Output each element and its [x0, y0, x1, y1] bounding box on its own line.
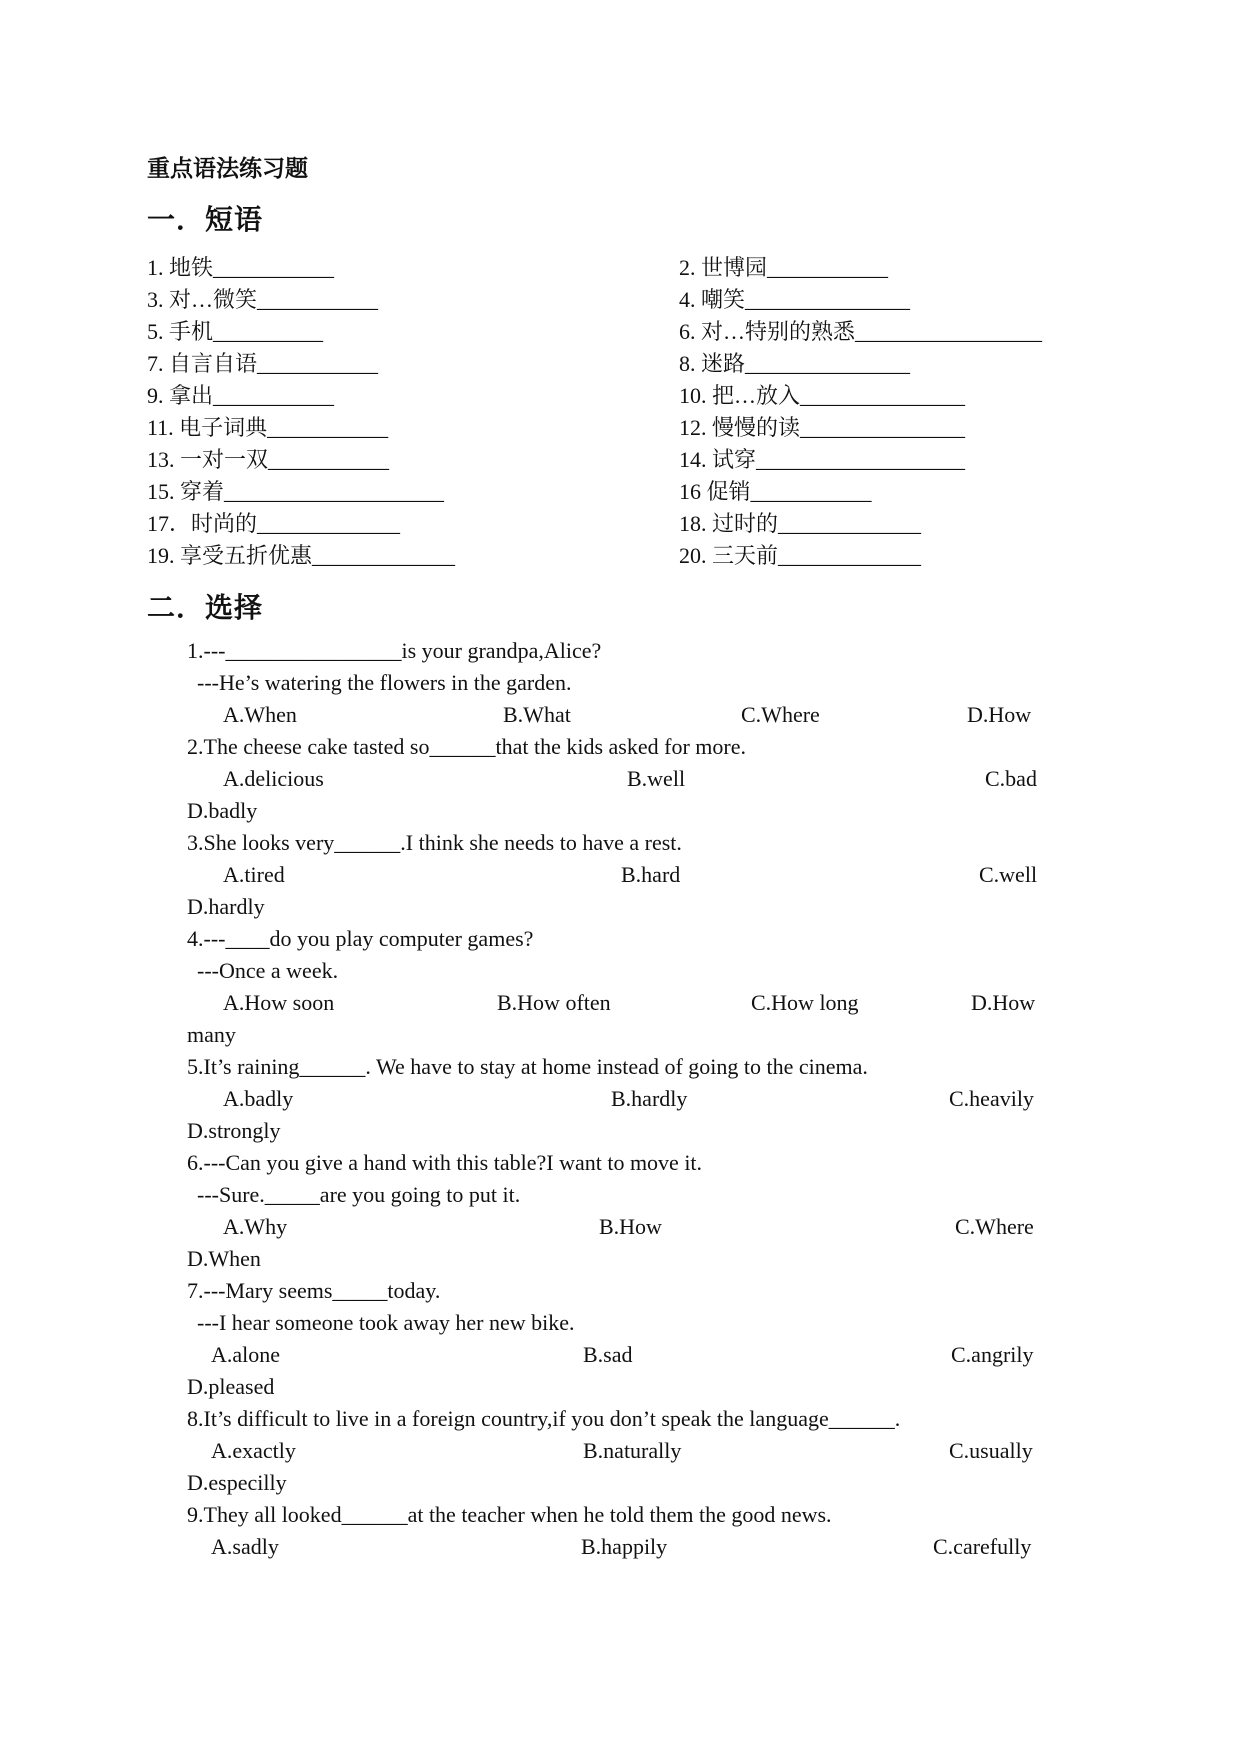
- option-c: C.angrily: [951, 1342, 1034, 1367]
- option-d: D.badly: [187, 798, 258, 823]
- option-b: B.naturally: [583, 1438, 682, 1463]
- phrase-item: 9. 拿出___________: [147, 383, 335, 408]
- option-b: B.hard: [621, 862, 681, 887]
- section-heading-phrases: 一．短语: [147, 205, 264, 236]
- phrase-item: 2. 世博园___________: [679, 255, 889, 280]
- phrase-item: 18. 过时的_____________: [679, 511, 922, 536]
- phrase-item: 1. 地铁___________: [147, 255, 335, 280]
- option-a: A.alone: [211, 1342, 281, 1367]
- option-a: A.Why: [223, 1214, 288, 1239]
- option-a: A.tired: [223, 862, 285, 887]
- option-d: D.hardly: [187, 894, 265, 919]
- phrase-item: 12. 慢慢的读_______________: [679, 415, 966, 440]
- question-stem: 8.It’s difficult to live in a foreign country,if you don’t speak the language______.: [187, 1406, 901, 1431]
- option-a: A.exactly: [211, 1438, 296, 1463]
- option-c: C.usually: [949, 1438, 1033, 1463]
- question-stem: 6.---Can you give a hand with this table?I want to move it.: [187, 1150, 703, 1175]
- phrase-item: 4. 嘲笑_______________: [679, 287, 911, 312]
- option-c: C.Where: [955, 1214, 1034, 1239]
- option-d-continued: many: [187, 1022, 236, 1047]
- option-b: B.How: [599, 1214, 662, 1239]
- phrase-item: 16 促销___________: [679, 479, 872, 504]
- option-c: C.well: [979, 862, 1038, 887]
- option-b: B.hardly: [611, 1086, 688, 1111]
- option-d: D.strongly: [187, 1118, 281, 1143]
- option-d: D.pleased: [187, 1374, 275, 1399]
- option-a: A.badly: [223, 1086, 294, 1111]
- option-d: D.especilly: [187, 1470, 287, 1495]
- question-stem: 4.---____do you play computer games?: [187, 926, 534, 951]
- phrase-item: 7. 自言自语___________: [147, 351, 379, 376]
- option-c: C.How long: [751, 990, 859, 1015]
- phrase-item: 14. 试穿___________________: [679, 447, 966, 472]
- phrase-item: 8. 迷路_______________: [679, 351, 911, 376]
- phrase-item: 17．时尚的_____________: [147, 511, 401, 536]
- option-a: A.sadly: [211, 1534, 279, 1559]
- option-a: A.delicious: [223, 766, 324, 791]
- page-title: 重点语法练习题: [147, 156, 308, 181]
- option-b: B.well: [627, 766, 686, 791]
- phrase-item: 6. 对…特别的熟悉_________________: [679, 319, 1043, 344]
- option-a: A.When: [223, 702, 297, 727]
- option-d: D.How: [971, 990, 1036, 1015]
- question-reply: ---Sure._____are you going to put it.: [197, 1182, 521, 1207]
- question-stem: 1.---________________is your grandpa,Alice?: [187, 638, 602, 663]
- question-stem: 9.They all looked______at the teacher when he told them the good news.: [187, 1502, 832, 1527]
- option-b: B.happily: [581, 1534, 668, 1559]
- section-heading-choices: 二．选择: [147, 593, 264, 624]
- question-reply: ---Once a week.: [197, 958, 339, 983]
- phrase-item: 19. 享受五折优惠_____________: [147, 543, 456, 568]
- option-d: D.How: [967, 702, 1032, 727]
- phrase-item: 3. 对…微笑___________: [147, 287, 379, 312]
- option-c: C.Where: [741, 702, 820, 727]
- question-stem: 7.---Mary seems_____today.: [187, 1278, 441, 1303]
- option-b: B.How often: [497, 990, 611, 1015]
- phrase-item: 13. 一对一双___________: [147, 447, 390, 472]
- question-stem: 3.She looks very______.I think she needs to have a rest.: [187, 830, 682, 855]
- question-stem: 2.The cheese cake tasted so______that the kids asked for more.: [187, 734, 746, 759]
- phrase-item: 10. 把…放入_______________: [679, 383, 966, 408]
- option-b: B.sad: [583, 1342, 633, 1367]
- option-d: D.When: [187, 1246, 261, 1271]
- option-c: C.bad: [985, 766, 1037, 791]
- question-stem: 5.It’s raining______. We have to stay at home instead of going to the cinema.: [187, 1054, 868, 1079]
- phrase-item: 5. 手机__________: [147, 319, 324, 344]
- question-reply: ---He’s watering the flowers in the garden.: [197, 670, 572, 695]
- phrase-item: 20. 三天前_____________: [679, 543, 922, 568]
- option-b: B.What: [503, 702, 571, 727]
- option-a: A.How soon: [223, 990, 335, 1015]
- option-c: C.heavily: [949, 1086, 1034, 1111]
- option-c: C.carefully: [933, 1534, 1032, 1559]
- question-reply: ---I hear someone took away her new bike.: [197, 1310, 575, 1335]
- phrase-item: 11. 电子词典___________: [147, 415, 389, 440]
- phrase-item: 15. 穿着____________________: [147, 479, 445, 504]
